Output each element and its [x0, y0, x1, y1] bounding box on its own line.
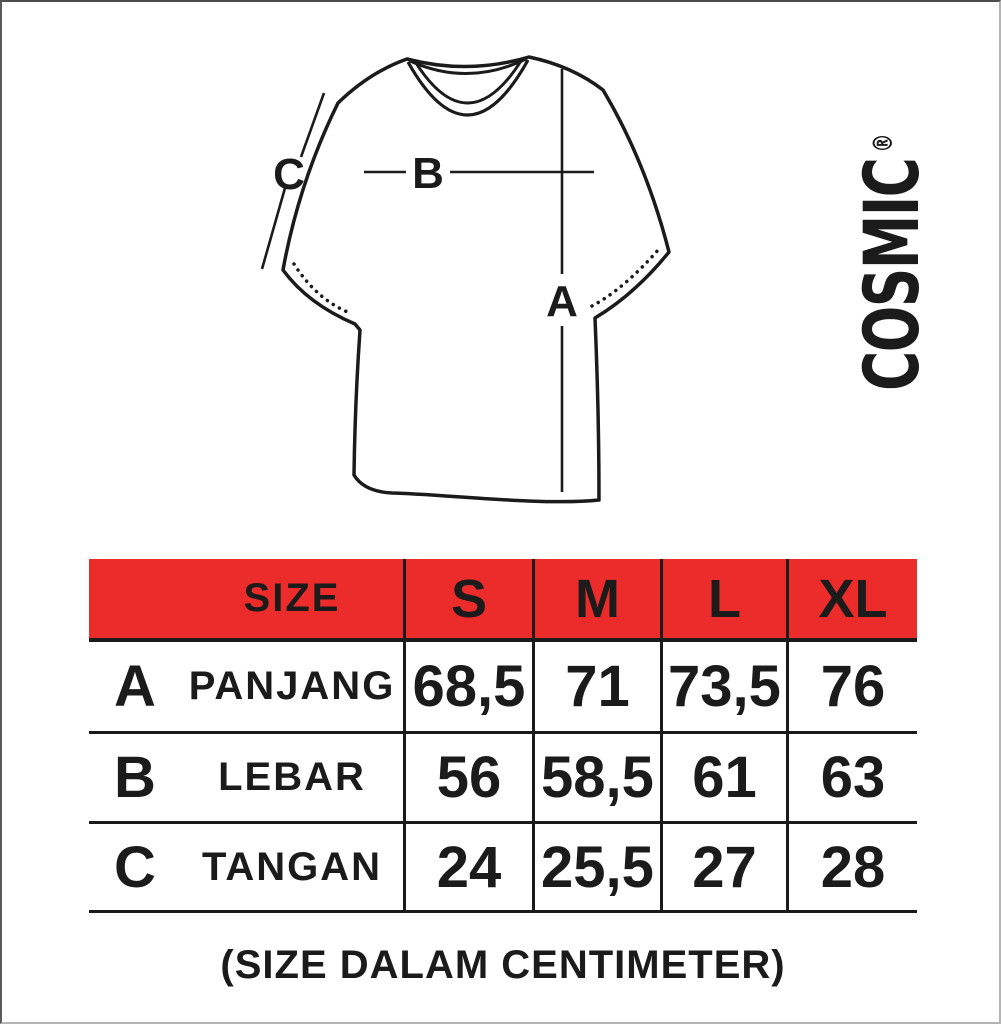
header-size-cell [89, 559, 403, 642]
brand-logo-text [847, 133, 936, 391]
table-value: 27 [660, 824, 786, 913]
row-letter: A [114, 654, 156, 719]
table-value: 58,5 [532, 734, 660, 824]
header-col-xl: XL [786, 559, 917, 642]
registered-trademark-icon: ® [867, 133, 899, 153]
header-col-m: M [532, 559, 660, 642]
table-value: 63 [786, 734, 917, 824]
table-value: 68,5 [403, 642, 532, 734]
row-letter: B [114, 745, 156, 810]
header-col-s: S [403, 559, 532, 642]
units-caption: (SIZE DALAM CENTIMETER) [220, 943, 786, 987]
table-row-label [89, 824, 403, 913]
brand-logo [847, 112, 936, 412]
table-value: 76 [786, 642, 917, 734]
row-letter: C [114, 834, 156, 900]
row-name: TANGAN [201, 844, 383, 889]
tshirt-outline [283, 57, 669, 502]
table-row-label [89, 734, 403, 824]
table-value: 71 [532, 642, 660, 734]
row-name: LEBAR [218, 755, 366, 799]
header-size-label: SIZE [243, 576, 341, 620]
header-col-l: L [660, 559, 786, 642]
table-value: 61 [660, 734, 786, 824]
size-table [89, 559, 917, 913]
table-row-label [89, 642, 403, 734]
measure-label-a: A [546, 277, 578, 326]
measure-label-b: B [412, 149, 444, 198]
measure-label-c: C [273, 150, 305, 199]
table-value: 73,5 [660, 642, 786, 734]
table-value: 56 [403, 734, 532, 824]
table-value: 28 [786, 824, 917, 913]
table-value: 25,5 [532, 824, 660, 913]
brand-name: COSMIC [847, 158, 936, 391]
row-name: PANJANG [188, 664, 396, 708]
table-value: 24 [403, 824, 532, 913]
measure-line-c-bottom [262, 188, 285, 269]
tshirt-diagram [242, 42, 722, 522]
tshirt-drawing [242, 42, 722, 522]
